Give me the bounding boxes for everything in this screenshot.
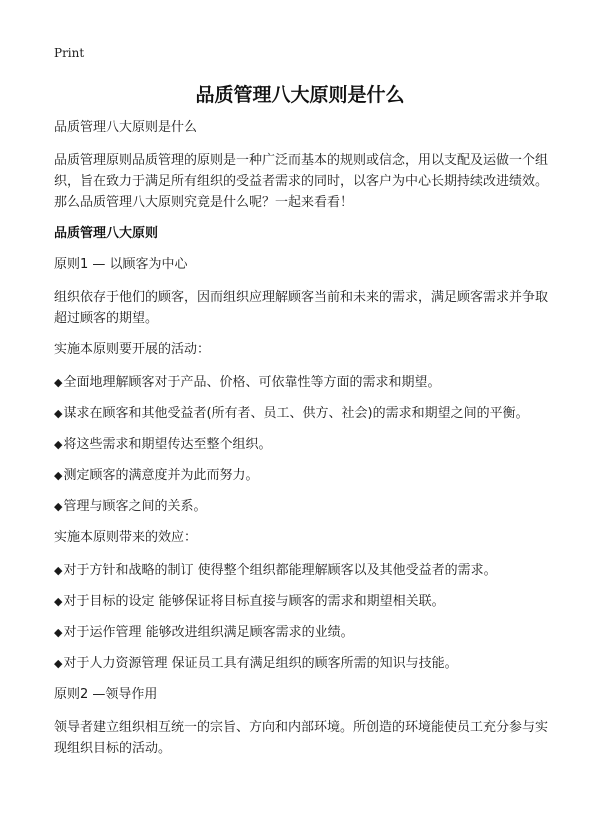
list-item-text: 对于方针和战略的制订 使得整个组织都能理解顾客以及其他受益者的需求。 [63,563,497,578]
activities-label: 实施本原则要开展的活动： [54,342,211,357]
diamond-bullet-icon: ◆ [54,376,63,389]
activities-list [54,372,554,517]
list-item-text: 全面地理解顾客对于产品、价格、可依靠性等方面的需求和期望。 [63,375,441,390]
list-item-text: 测定顾客的满意度并为此而努力。 [63,468,259,483]
list-item [54,496,554,517]
list-item-text: 对于目标的设定 能够保证将目标直接与顾客的需求和期望相关联。 [63,594,445,609]
principle-1-description: 组织依存于他们的顾客，因而组织应理解顾客当前和未来的需求，满足顾客需求并争取超过顾客的期望。 [54,290,549,326]
list-item [54,591,554,612]
page-title: 品质管理八大原则是什么 [195,84,405,106]
principle-2-description: 领导者建立组织相互统一的宗旨、方向和内部环境。所创造的环境能使员工充分参与实现组织目标的活动。 [54,720,549,756]
list-item-text: 管理与顾客之间的关系。 [63,499,207,514]
list-item [54,560,554,581]
diamond-bullet-icon: ◆ [54,595,63,608]
print-link[interactable]: Print [54,46,85,60]
effects-list [54,560,554,674]
article-body [54,117,554,769]
diamond-bullet-icon: ◆ [54,500,63,513]
diamond-bullet-icon: ◆ [54,469,63,482]
list-item [54,622,554,643]
diamond-bullet-icon: ◆ [54,564,63,577]
effects-label: 实施本原则带来的效应： [54,530,198,545]
list-item [54,653,554,674]
diamond-bullet-icon: ◆ [54,438,63,451]
intro-paragraph: 品质管理原则品质管理的原则是一种广泛而基本的规则或信念，用以支配及运做一个组织，旨在致力于满足所有组织的受益者需求的同时，以客户为中心长期持续改进绩效。那么品质管理八大原则究竟是什么呢？一起来看看！ [54,153,549,210]
diamond-bullet-icon: ◆ [54,657,63,670]
list-item [54,403,554,424]
list-item-text: 对于人力资源管理 保证员工具有满足组织的顾客所需的知识与技能。 [63,656,458,671]
diamond-bullet-icon: ◆ [54,626,63,639]
list-item [54,465,554,486]
list-item-text: 将这些需求和期望传达至整个组织。 [63,437,272,452]
list-item-text: 谋求在顾客和其他受益者(所有者、员工、供方、社会)的需求和期望之间的平衡。 [63,406,529,421]
article-subtitle: 品质管理八大原则是什么 [54,120,198,135]
list-item [54,372,554,393]
section-heading: 品质管理八大原则 [54,226,159,241]
principle-1-title: 原则1 — 以顾客为中心 [54,257,188,272]
list-item-text: 对于运作管理 能够改进组织满足顾客需求的业绩。 [63,625,354,640]
list-item [54,434,554,455]
principle-2-title: 原则2 —领导作用 [54,687,158,702]
diamond-bullet-icon: ◆ [54,407,63,420]
